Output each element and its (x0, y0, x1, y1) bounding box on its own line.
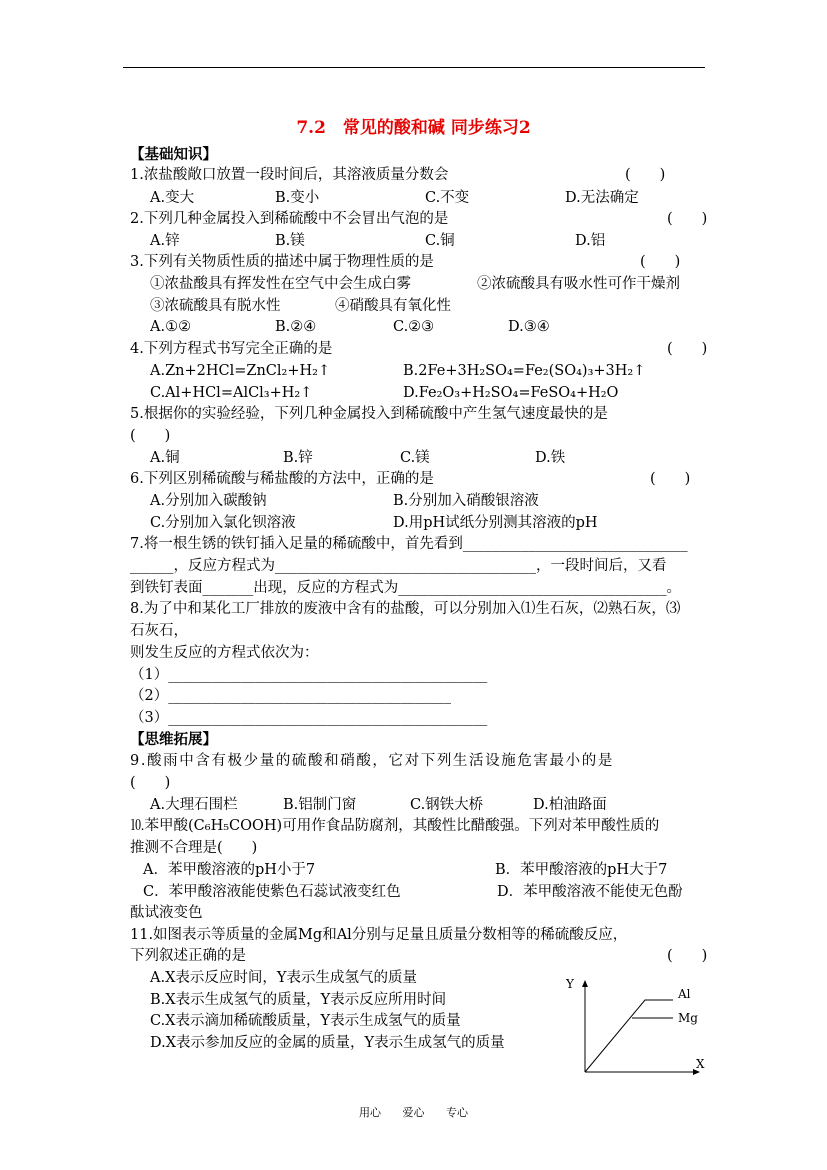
graph-x-label: X (696, 1057, 705, 1071)
q11-graph (560, 972, 720, 1077)
q9-option-b: B.铝制门窗 (283, 797, 357, 813)
q5-option-c: C.镁 (400, 450, 430, 466)
graph-y-arrow (582, 980, 588, 987)
q4-option-c: C.Al+HCl=AlCl₃+H₂↑ (150, 385, 313, 401)
section-heading-extend: 【思维拓展】 (130, 731, 217, 748)
q3-option-c: C.②③ (393, 319, 435, 335)
graph-label-mg: Mg (678, 1011, 698, 1025)
page-title: 7.2 常见的酸和碱 同步练习2 (296, 118, 531, 138)
q3-stem: 3.下列有关物质性质的描述中属于物理性质的是 (130, 254, 434, 270)
q1-option-b: B.变小 (275, 190, 320, 206)
q6-option-c: C.分别加入氯化钡溶液 (150, 515, 296, 531)
q6-option-a: A.分别加入碳酸钠 (150, 493, 267, 509)
header-rule (123, 67, 705, 68)
q3-option-a: A.①② (150, 319, 192, 335)
q1-option-a: A.变大 (150, 190, 195, 206)
graph-y-label: Y (566, 977, 574, 991)
q8-line-3: 则发生反应的方程式依次为： (130, 645, 319, 661)
q11-option-a: A.X表示反应时间，Y表示生成氢气的质量 (150, 970, 417, 986)
q3-statement-2: ②浓硫酸具有吸水性可作干燥剂 (477, 276, 680, 292)
q11-line-1: 11.如图表示等质量的金属Mg和Al分别与足量且质量分数相等的稀硫酸反应， (130, 927, 628, 943)
q10-option-d: D．苯甲酸溶液不能使无色酚 (497, 884, 683, 900)
q6-option-d: D.用pH试纸分别测其溶液的pH (393, 515, 598, 531)
q9-option-c: C.钢铁大桥 (410, 797, 484, 813)
q2-option-b: B.镁 (275, 233, 305, 249)
q10-option-d-continued: 酞试液变色 (130, 905, 203, 921)
q10-line-2: 推测不合理是( ) (130, 840, 258, 856)
q2-option-c: C.铜 (425, 233, 455, 249)
q3-statement-1: ①浓盐酸具有挥发性在空气中会生成白雾 (150, 276, 411, 292)
page-footer (0, 1104, 827, 1120)
q1-option-c: C.不变 (425, 190, 470, 206)
q9-stem: 9.酸雨中含有极少量的硫酸和硝酸，它对下列生活设施危害最小的是 (130, 753, 614, 769)
q9-option-d: D.柏油路面 (533, 797, 607, 813)
q10-option-c: C．苯甲酸溶液能使紫色石蕊试液变红色 (143, 884, 401, 900)
q11-option-c: C.X表示滴加稀硫酸质量，Y表示生成氢气的质量 (150, 1013, 461, 1029)
graph-line-al (585, 1000, 673, 1072)
q3-statement-4: ④硝酸具有氧化性 (335, 298, 451, 314)
q3-statement-3: ③浓硫酸具有脱水性 (150, 298, 281, 314)
q10-option-b: B．苯甲酸溶液的pH大于7 (495, 862, 668, 878)
q5-option-b: B.锌 (283, 450, 313, 466)
q2-stem: 2.下列几种金属投入到稀硫酸中不会冒出气泡的是 (130, 211, 449, 227)
q11-option-d: D.X表示参加反应的金属的质量，Y表示生成氢气的质量 (150, 1035, 505, 1051)
q6-option-b: B.分别加入硝酸银溶液 (393, 493, 539, 509)
footer-text-3: 专心 (446, 1106, 468, 1119)
q2-option-a: A.锌 (150, 233, 180, 249)
q4-stem: 4.下列方程式书写完全正确的是 (130, 341, 333, 357)
q3-option-b: B.②④ (275, 319, 317, 335)
q4-paren: ( ) (667, 341, 708, 357)
q1-paren: ( ) (625, 167, 666, 183)
q2-option-d: D.铝 (575, 233, 606, 249)
q7-line-2: ______，反应方程式为____________________________________，一段时间后，又看 (130, 558, 667, 574)
q1-stem: 1.浓盐酸敞口放置一段时间后，其溶液质量分数会 (130, 167, 449, 183)
q7-line-1: 7.将一根生锈的铁钉插入足量的稀硫酸中，首先看到_______________________________ (130, 536, 688, 552)
q5-stem: 5.根据你的实验经验，下列几种金属投入到稀硫酸中产生氢气速度最快的是 (130, 406, 608, 422)
q6-paren: ( ) (650, 471, 691, 487)
q8-blank-1: （1）____________________________________________ (130, 667, 488, 683)
q4-option-d: D.Fe₂O₃+H₂SO₄=FeSO₄+H₂O (403, 385, 619, 401)
footer-text-1: 用心 (359, 1106, 381, 1119)
q5-option-d: D.铁 (535, 450, 566, 466)
q1-option-d: D.无法确定 (565, 190, 639, 206)
q11-paren: ( ) (667, 948, 708, 964)
footer-text-2: 爱心 (402, 1106, 425, 1119)
q9-option-a: A.大理石围栏 (150, 797, 238, 813)
q3-paren: ( ) (640, 254, 681, 270)
q4-option-b: B.2Fe+3H₂SO₄=Fe₂(SO₄)₃+3H₂↑ (403, 363, 646, 379)
q5-option-a: A.铜 (150, 450, 180, 466)
q8-line-1: 8.为了中和某化工厂排放的废液中含有的盐酸，可以分别加入⑴生石灰，⑵熟石灰，⑶ (130, 601, 681, 617)
section-heading-basic: 【基础知识】 (130, 146, 217, 163)
q8-line-2: 石灰石， (130, 623, 188, 639)
q10-option-a: A．苯甲酸溶液的pH小于7 (143, 862, 316, 878)
q3-option-d: D.③④ (508, 319, 550, 335)
q11-line-2: 下列叙述正确的是 (130, 948, 246, 964)
q4-option-a: A.Zn+2HCl=ZnCl₂+H₂↑ (150, 363, 331, 379)
q6-stem: 6.下列区别稀硫酸与稀盐酸的方法中，正确的是 (130, 471, 434, 487)
q10-line-1: ⒑苯甲酸(C₆H₅COOH)可用作食品防腐剂，其酸性比醋酸强。下列对苯甲酸性质的 (130, 818, 660, 834)
q8-blank-2: （2）_______________________________________ (130, 688, 451, 704)
graph-label-al: Al (678, 987, 691, 1001)
q11-option-b: B.X表示生成氢气的质量，Y表示反应所用时间 (150, 992, 447, 1008)
q2-paren: ( ) (667, 211, 708, 227)
q7-line-3: 到铁钉表面_______出现，反应的方程式为_____________________________________。 (130, 580, 681, 596)
q5-paren: ( ) (130, 428, 171, 444)
q8-blank-3: （3）____________________________________________ (130, 710, 488, 726)
q9-paren: ( ) (130, 775, 171, 791)
